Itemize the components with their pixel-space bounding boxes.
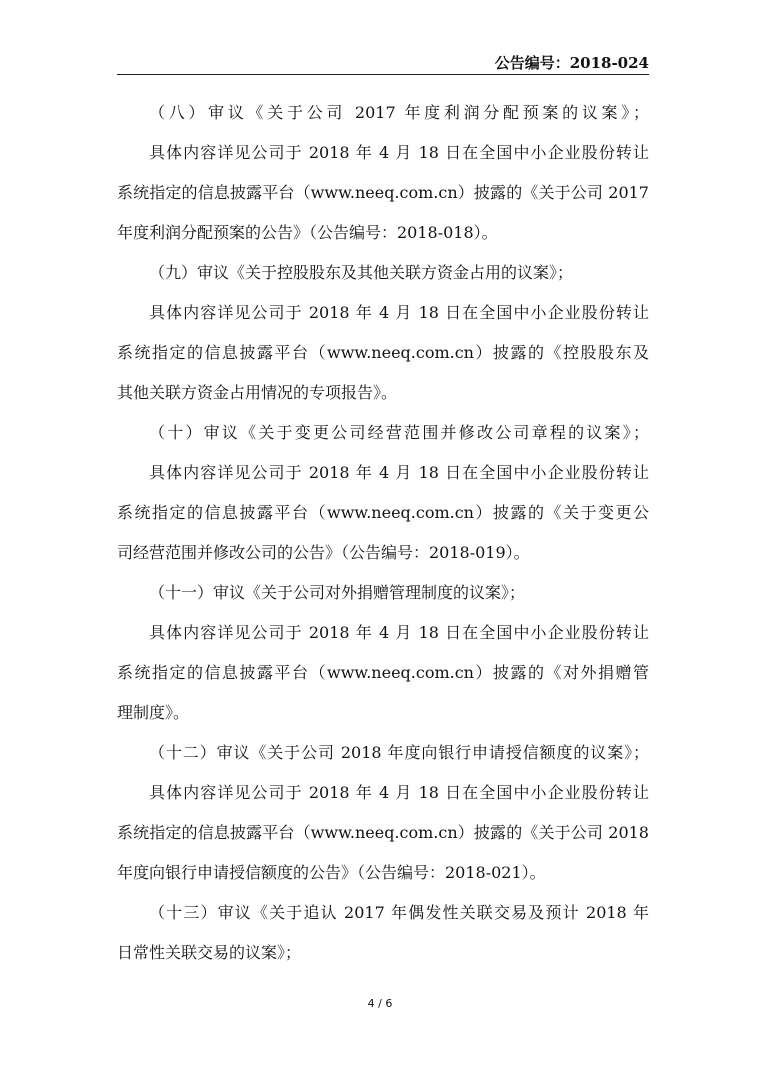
paragraph-line: 日常性关联交易的议案》； [117,943,302,962]
paragraph-first-line: （十一）审议《关于公司对外捐赠管理制度的议案》； [149,583,526,602]
document-body [117,100,649,980]
paragraph-line: 年度向银行申请授信额度的公告》（公告编号：2018-021）。 [117,863,546,882]
paragraph-line: 系统指定的信息披露平台（www.neeq.com.cn）披露的《关于公司 2018 [117,823,649,842]
paragraph-first-line: （十二）审议《关于公司 2018 年度向银行申请授信额度的议案》； [149,743,649,762]
paragraph-first-line: 具体内容详见公司于 2018 年 4 月 18 日在全国中小企业股份转让 [149,303,649,322]
paragraph-line: 理制度》。 [117,703,190,722]
paragraph-first-line: 具体内容详见公司于 2018 年 4 月 18 日在全国中小企业股份转让 [149,463,649,482]
paragraph-first-line: 具体内容详见公司于 2018 年 4 月 18 日在全国中小企业股份转让 [149,783,649,802]
paragraph-first-line: （十三）审议《关于追认 2017 年偶发性关联交易及预计 2018 年 [149,903,649,922]
paragraph-line: 系统指定的信息披露平台（www.neeq.com.cn）披露的《关于变更公 [117,503,649,522]
paragraph-line: 系统指定的信息披露平台（www.neeq.com.cn）披露的《控股股东及 [117,343,649,362]
paragraph-line: 其他关联方资金占用情况的专项报告》。 [117,383,398,402]
paragraph-first-line: 具体内容详见公司于 2018 年 4 月 18 日在全国中小企业股份转让 [149,623,649,642]
paragraph-line: 年度利润分配预案的公告》（公告编号：2018-018）。 [117,223,498,242]
paragraph-line: 系统指定的信息披露平台（www.neeq.com.cn）披露的《关于公司 2017 [117,183,649,202]
paragraph-first-line: （十）审议《关于变更公司经营范围并修改公司章程的议案》； [149,423,649,442]
announcement-number: 公告编号：2018-024 [494,54,649,72]
paragraph-line: 系统指定的信息披露平台（www.neeq.com.cn）披露的《对外捐赠管 [117,663,649,682]
page-number: 4 / 6 [367,997,393,1010]
paragraph-first-line: （八）审议《关于公司 2017 年度利润分配预案的议案》； [149,103,649,122]
paragraph-line: 司经营范围并修改公司的公告》（公告编号：2018-019）。 [117,543,530,562]
paragraph-first-line: 具体内容详见公司于 2018 年 4 月 18 日在全国中小企业股份转让 [149,143,649,162]
header-rule [117,74,649,75]
paragraph-first-line: （九）审议《关于控股股东及其他关联方资金占用的议案》； [149,263,574,282]
